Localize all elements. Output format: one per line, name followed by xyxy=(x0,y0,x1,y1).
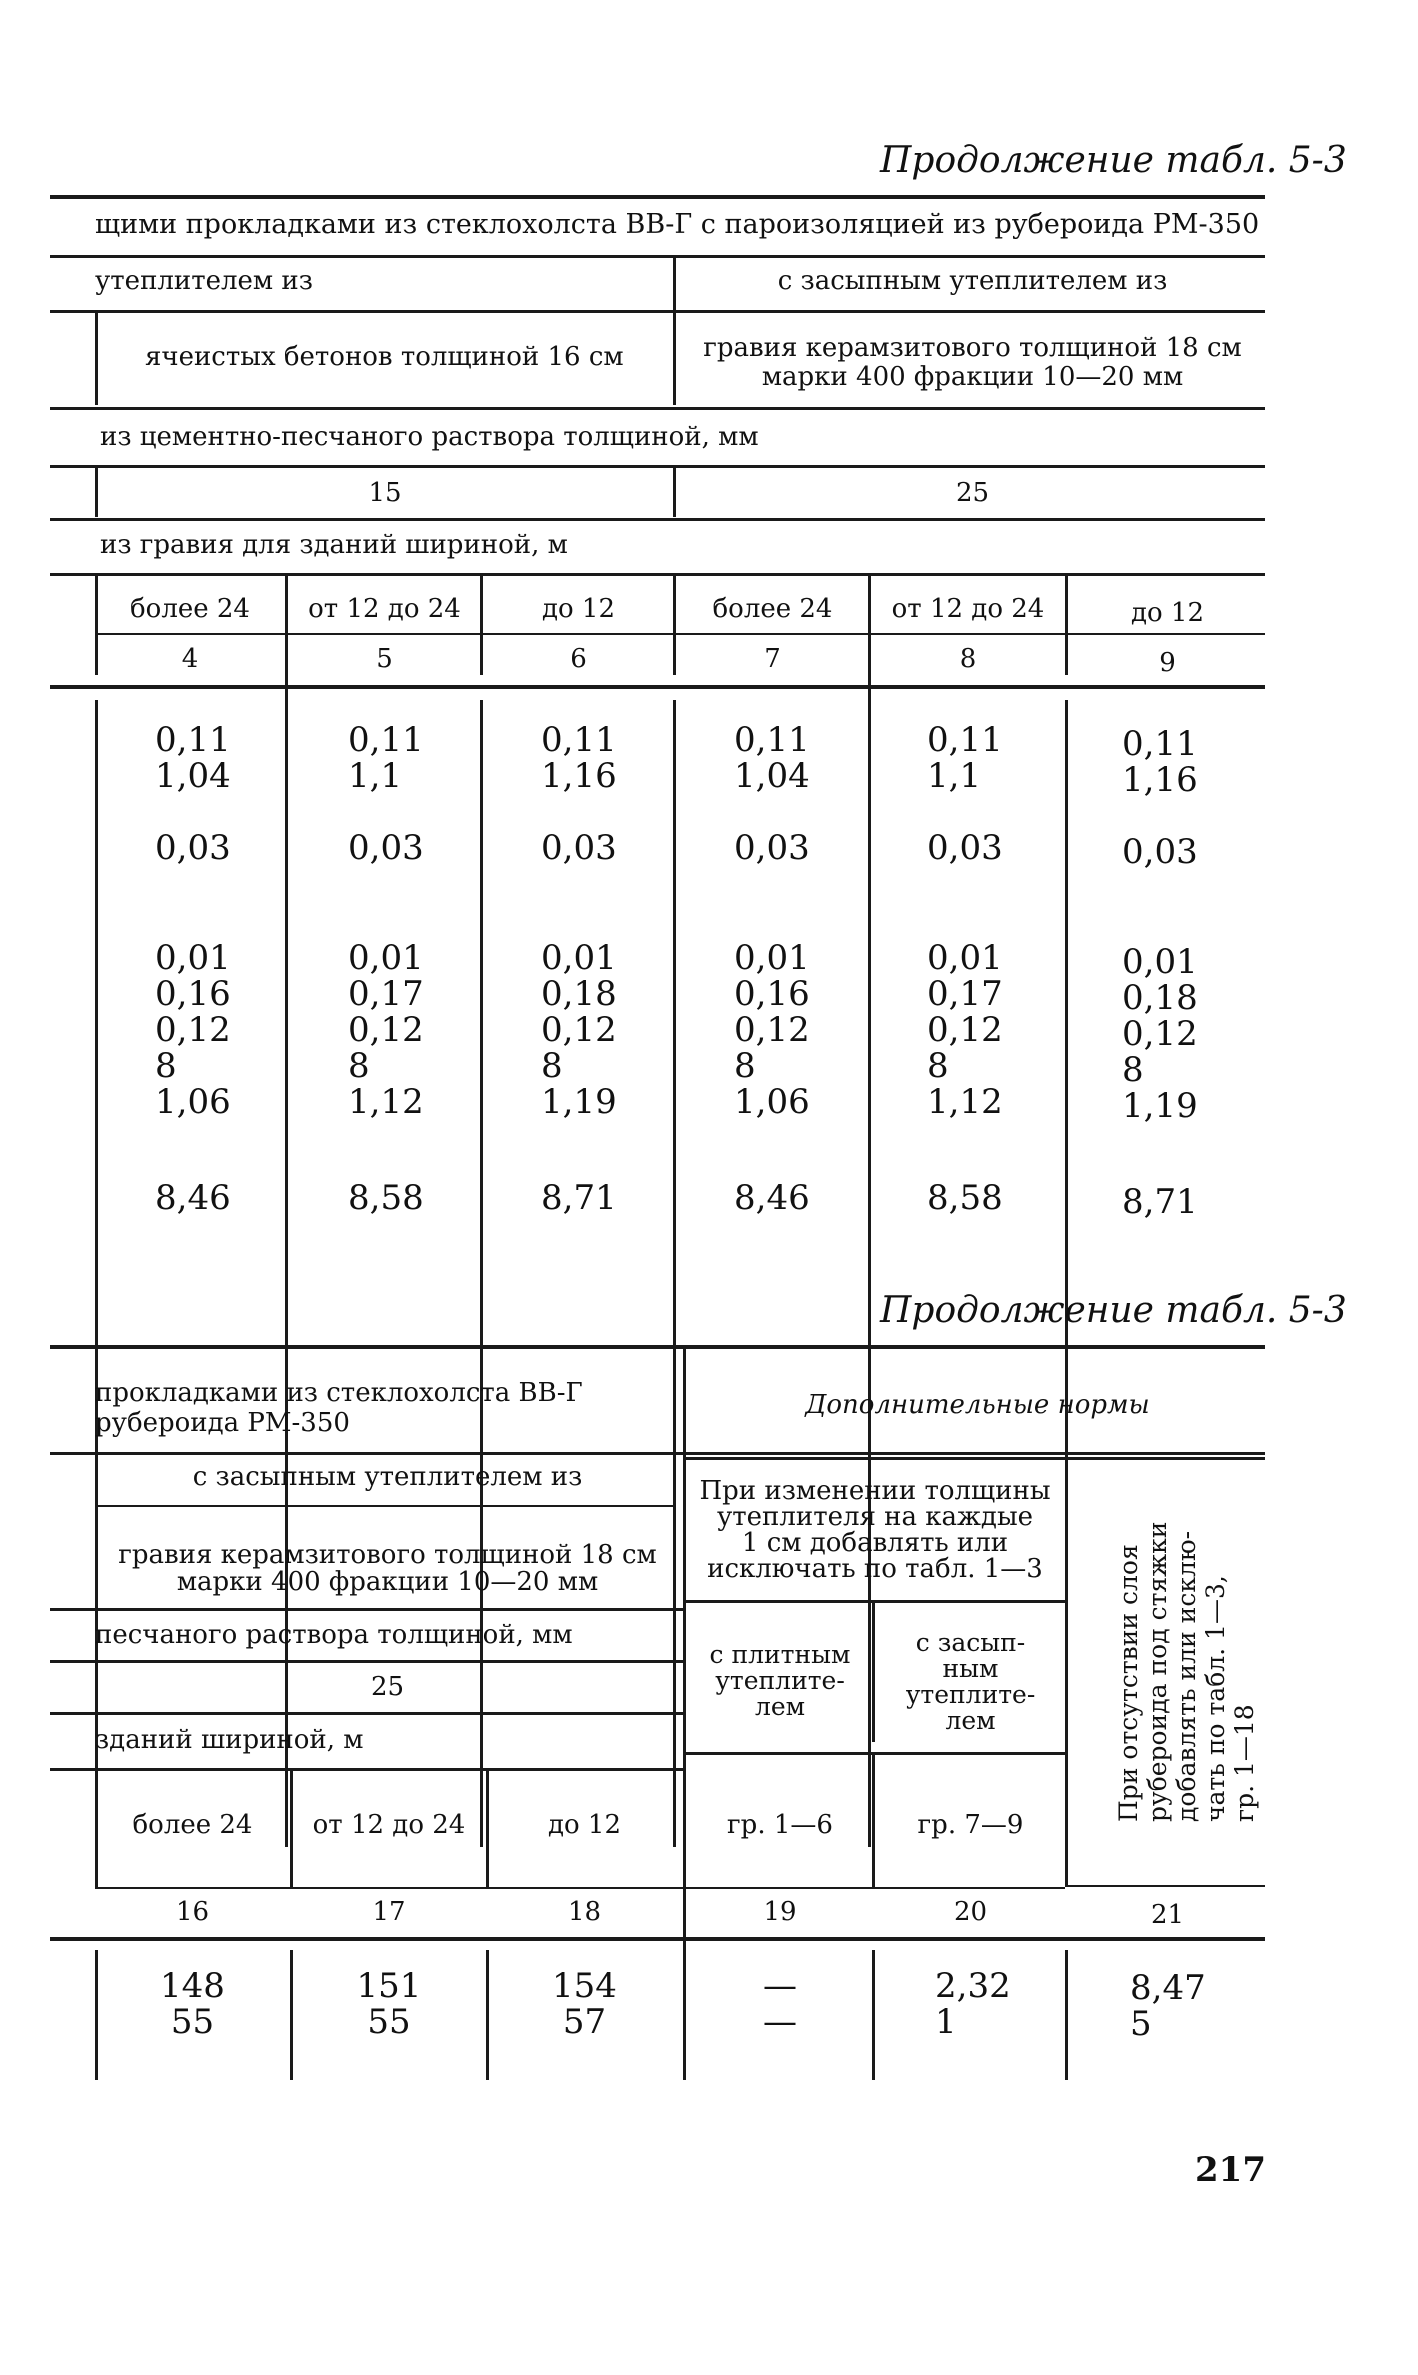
t2-col19-header: с плитным утеплите- лем xyxy=(709,1640,851,1721)
rule xyxy=(50,518,1265,521)
t2-col20-header: с засып- ным утеплите- лем xyxy=(905,1628,1036,1735)
divider xyxy=(95,1662,98,1710)
header-row2-right: с засыпным утеплителем из xyxy=(777,266,1168,296)
column-divider xyxy=(872,1950,875,2080)
data-col-5-group3: 0,01 0,17 0,12 8 1,12 xyxy=(348,938,424,1122)
t2-data-col-19: — — xyxy=(763,1966,797,2042)
divider xyxy=(95,575,98,675)
t2-col-header-17: от 12 до 24 xyxy=(312,1810,466,1840)
col-number-6: 6 xyxy=(570,644,587,674)
rule xyxy=(95,633,1265,635)
t2-left-row4: песчаного раствора толщиной, мм xyxy=(95,1620,573,1650)
col-header-9: до 12 xyxy=(1130,598,1204,628)
data-col-4-group1: 0,11 1,04 xyxy=(155,720,231,796)
data-col-5-group1: 0,11 1,1 xyxy=(348,720,424,796)
rule xyxy=(50,1452,1265,1455)
col-number-9: 9 xyxy=(1159,648,1176,678)
rule xyxy=(95,1505,675,1507)
rule xyxy=(50,573,1265,576)
t2-data-col-21: 8,47 5 xyxy=(1130,1968,1206,2044)
col-header-7: более 24 xyxy=(712,594,833,624)
col-number-7: 7 xyxy=(764,644,781,674)
t2-col-number-16: 16 xyxy=(175,1897,210,1927)
t2-right-title: Дополнительные нормы xyxy=(805,1390,1150,1420)
header-row6: из гравия для зданий шириной, м xyxy=(100,530,568,560)
divider xyxy=(290,1770,293,1887)
rule xyxy=(50,1937,1265,1941)
header-row1: щими прокладками из стеклохолста ВВ-Г с пароизоляцией из рубероида РМ-350 xyxy=(95,209,1260,240)
t2-data-col-16: 148 55 xyxy=(160,1966,225,2042)
data-col-4-group2: 0,03 xyxy=(155,828,231,868)
table-top-rule xyxy=(50,1345,1265,1349)
data-col-9-group1: 0,11 1,16 xyxy=(1122,724,1198,800)
t2-left-row6: зданий шириной, м xyxy=(95,1725,364,1755)
t2-left-row5: 25 xyxy=(370,1672,405,1702)
data-col-8-group1: 0,11 1,1 xyxy=(927,720,1003,796)
rule xyxy=(50,1608,683,1611)
data-col-7-group3: 0,01 0,16 0,12 8 1,06 xyxy=(734,938,810,1122)
data-col-4-group3: 0,01 0,16 0,12 8 1,06 xyxy=(155,938,231,1122)
t2-col-number-18: 18 xyxy=(567,1897,602,1927)
rule xyxy=(50,1712,683,1715)
column-divider xyxy=(486,1950,489,2080)
col-number-8: 8 xyxy=(959,644,977,674)
data-col-9-group2: 0,03 xyxy=(1122,832,1198,872)
t2-left-row2: с засыпным утеплителем из xyxy=(192,1462,583,1492)
data-col-8-total: 8,58 xyxy=(927,1178,1003,1218)
t2-data-col-17: 151 55 xyxy=(356,1966,422,2042)
t2-col-number-21: 21 xyxy=(1150,1900,1185,1930)
data-col-6-group1: 0,11 1,16 xyxy=(541,720,617,796)
table-caption: Продолжение табл. 5-3 xyxy=(880,1290,1347,1331)
divider xyxy=(673,257,676,405)
t2-data-col-18: 154 57 xyxy=(552,1966,617,2042)
data-col-7-total: 8,46 xyxy=(734,1178,810,1218)
column-divider xyxy=(95,1950,98,2080)
data-col-8-group2: 0,03 xyxy=(927,828,1003,868)
t2-col-header-18: до 12 xyxy=(547,1810,621,1840)
t2-left-row1-line1: прокладками из стеклохолста ВВ-Г xyxy=(95,1378,583,1408)
divider xyxy=(486,1770,489,1887)
data-col-9-group3: 0,01 0,18 0,12 8 1,19 xyxy=(1122,942,1198,1126)
t2-gr20: гр. 7—9 xyxy=(917,1810,1024,1840)
divider xyxy=(95,1770,98,1887)
t2-left-row3-line2: марки 400 фракции 10—20 мм xyxy=(176,1567,599,1597)
t2-left-row3-line1: гравия керамзитового толщиной 18 см xyxy=(118,1540,657,1570)
t2-gr19: гр. 1—6 xyxy=(727,1810,833,1840)
col-header-6: до 12 xyxy=(541,594,615,624)
data-col-6-group3: 0,01 0,18 0,12 8 1,19 xyxy=(541,938,617,1122)
table-top-rule xyxy=(50,195,1265,199)
rule xyxy=(95,1887,1065,1889)
divider xyxy=(673,467,676,517)
rule xyxy=(50,407,1265,410)
t2-data-col-20: 2,32 1 xyxy=(935,1966,1011,2042)
column-divider xyxy=(1065,1950,1068,2080)
data-col-7-group1: 0,11 1,04 xyxy=(734,720,810,796)
col-header-5: от 12 до 24 xyxy=(308,594,461,624)
t2-left-row1-line2: рубероида РМ-350 xyxy=(95,1408,350,1438)
col-number-5: 5 xyxy=(376,644,393,674)
t2-right-subheader: При изменении толщины утеплителя на каждые 1 см добавлять или исключать по табл. 1—3 xyxy=(699,1476,1051,1584)
t2-col21-vertical-header: При отсутствии слоя рубероида под стяжки добавлять или исклю- чать по табл. 1—3, гр. 1—18 xyxy=(1114,1521,1259,1822)
header-row3-left: ячеистых бетонов толщиной 16 см xyxy=(145,342,624,372)
col-number-4: 4 xyxy=(181,644,199,674)
rule xyxy=(50,685,1265,689)
divider xyxy=(872,1602,875,1742)
table-caption: Продолжение табл. 5-3 xyxy=(880,140,1347,181)
header-row3-right-line1: гравия керамзитового толщиной 18 см xyxy=(703,333,1242,363)
data-col-5-group2: 0,03 xyxy=(348,828,424,868)
data-col-4-total: 8,46 xyxy=(155,1178,231,1218)
divider xyxy=(1065,1459,1068,1887)
data-col-6-group2: 0,03 xyxy=(541,828,617,868)
divider xyxy=(95,1454,98,1604)
divider xyxy=(95,312,98,405)
header-row3-right-line2: марки 400 фракции 10—20 мм xyxy=(761,362,1184,392)
rule xyxy=(50,1660,683,1663)
divider xyxy=(1065,575,1068,675)
col-header-8: от 12 до 24 xyxy=(891,594,1045,624)
data-col-7-group2: 0,03 xyxy=(734,828,810,868)
data-col-6-total: 8,71 xyxy=(541,1178,617,1218)
divider xyxy=(872,1754,875,1887)
header-row5-left: 15 xyxy=(368,478,402,508)
t2-col-number-17: 17 xyxy=(372,1897,406,1927)
column-divider xyxy=(285,575,288,1847)
rule xyxy=(50,255,1265,258)
t2-col-number-19: 19 xyxy=(763,1897,797,1927)
rule xyxy=(50,465,1265,468)
divider xyxy=(480,575,483,675)
header-row2-left: утеплителем из xyxy=(95,266,313,296)
data-col-5-total: 8,58 xyxy=(348,1178,424,1218)
rule xyxy=(1065,1885,1265,1887)
header-row4: из цементно-песчаного раствора толщиной, мм xyxy=(100,422,759,452)
rule xyxy=(50,1768,683,1771)
rule xyxy=(683,1457,1265,1460)
data-col-9-total: 8,71 xyxy=(1122,1182,1198,1222)
header-row5-right: 25 xyxy=(955,478,990,508)
t2-col-header-16: более 24 xyxy=(132,1810,253,1840)
t2-col-number-20: 20 xyxy=(953,1897,988,1927)
divider xyxy=(673,575,676,675)
column-divider xyxy=(290,1950,293,2080)
col-header-4: более 24 xyxy=(130,594,250,624)
divider xyxy=(95,467,98,517)
page-number: 217 xyxy=(1195,2150,1266,2190)
data-col-8-group3: 0,01 0,17 0,12 8 1,12 xyxy=(927,938,1003,1122)
rule xyxy=(50,310,1265,313)
